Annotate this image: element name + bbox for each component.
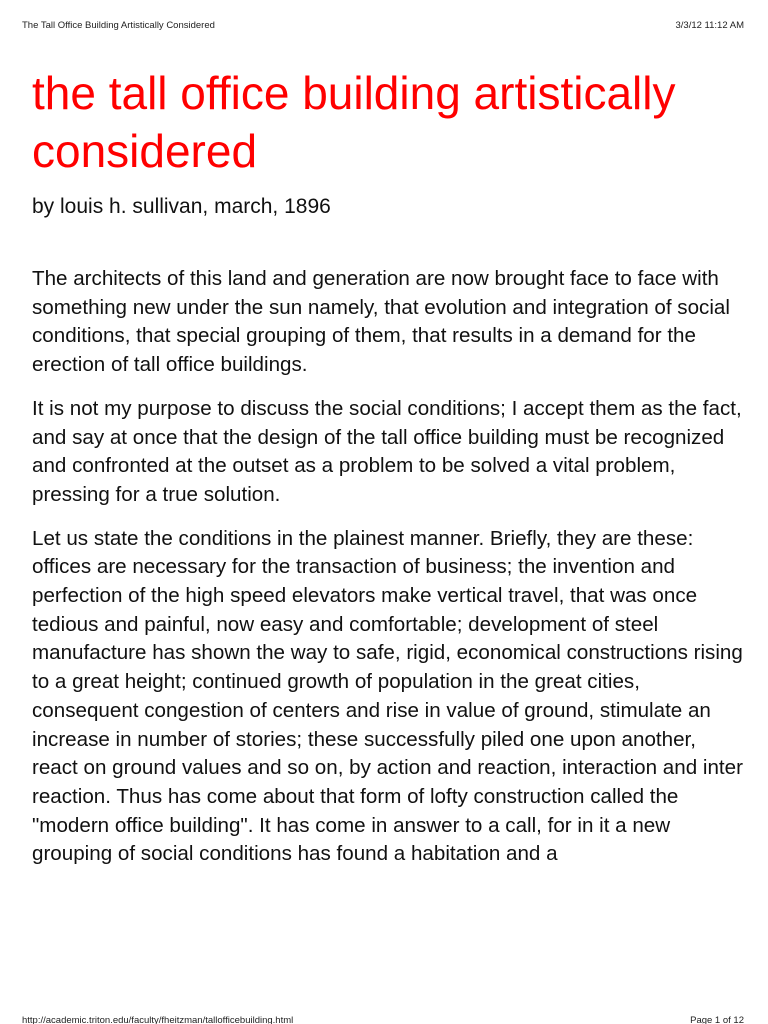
- paragraph: It is not my purpose to discuss the social conditions; I accept them as the fact, and say at once that the design of the tall office building must be recognized and confronted at the outset as a problem to be solved a vital problem, pressing for a true solution.: [32, 396, 742, 506]
- page-title: the tall office building artistically considered: [32, 67, 676, 177]
- article-body: [32, 265, 744, 884]
- byline: by louis h. sullivan, march, 1896: [32, 195, 331, 218]
- paragraph: The architects of this land and generation are now brought face to face with something new under the sun namely, that evolution and integration of social conditions, that special grouping of them, that results in a demand for the erection of tall office buildings.: [32, 267, 730, 377]
- print-header-title: The Tall Office Building Artistically Considered: [22, 20, 215, 31]
- paragraph: Let us state the conditions in the plainest manner. Briefly, they are these: offices are necessary for the transaction of business; the invention and perfection of the high speed elevators make vertical travel, that was once tedious and painful, now easy and comfortable; development of steel manufacture has shown the way to safe, rigid, economical constructions rising to a great height; continued growth of population in the great cities, consequent congestion of centers and rise in value of ground, stimulate an increase in number of stories; these successfully piled one upon another, react on ground values and so on, by action and reaction, interaction and inter reaction. Thus has come about that form of lofty construction called the "modern office building". It has come in answer to a call, for in it a new grouping of social conditions has found a habitation and a: [32, 526, 743, 866]
- print-footer-url: http://academic.triton.edu/faculty/fheitzman/tallofficebuilding.html: [22, 1016, 294, 1024]
- print-footer: [22, 1016, 744, 1024]
- print-footer-page-number: Page 1 of 12: [690, 1016, 744, 1024]
- print-header: [22, 20, 744, 34]
- print-header-timestamp: 3/3/12 11:12 AM: [675, 20, 744, 31]
